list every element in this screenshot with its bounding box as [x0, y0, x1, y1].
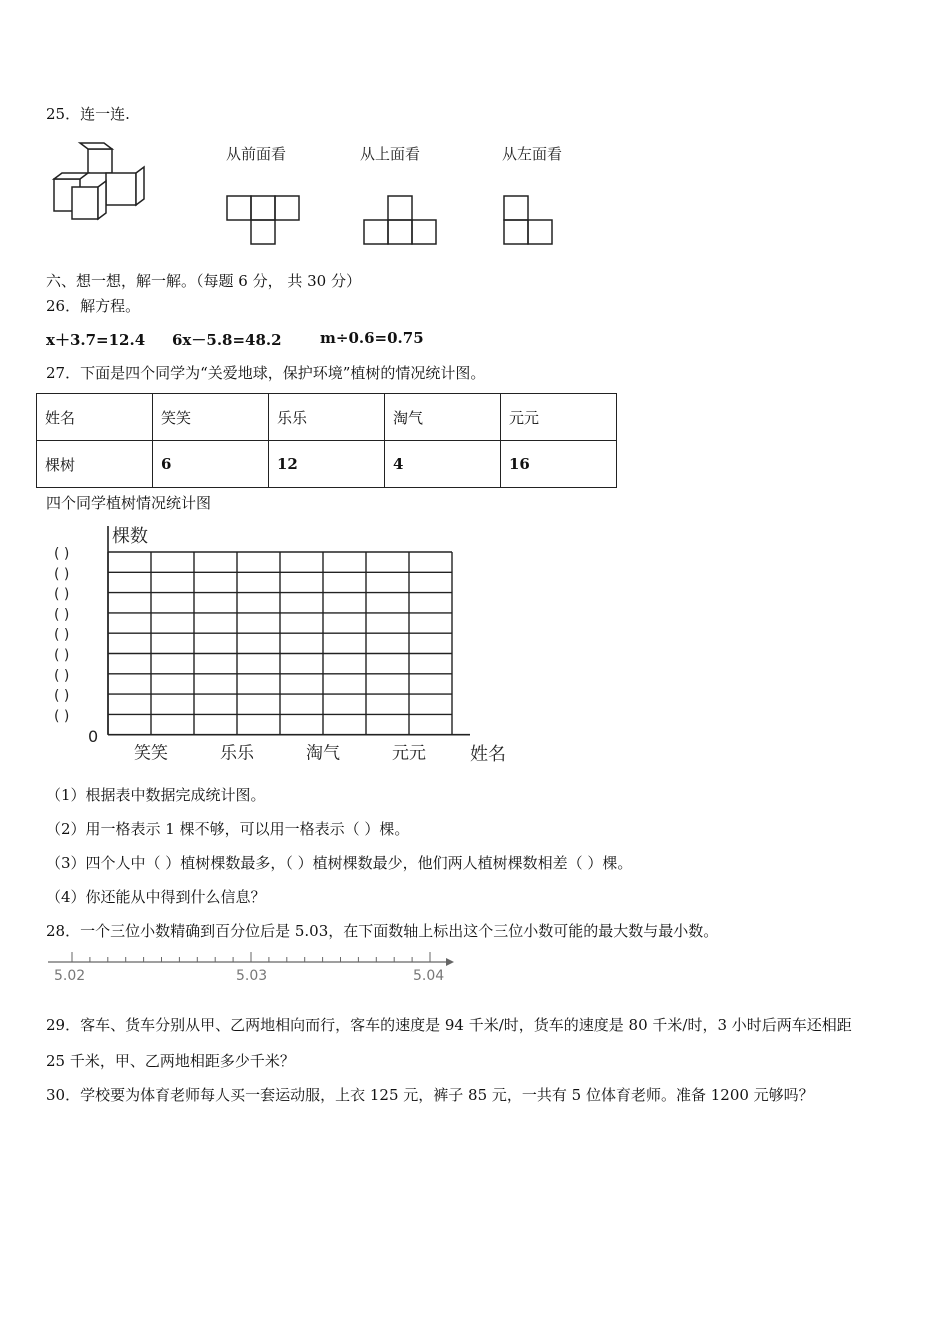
chart-origin-label: 0 [88, 727, 99, 746]
number-line [46, 948, 456, 988]
table-header-cell: 乐乐 [269, 394, 385, 441]
table-cell: 6 [153, 441, 269, 488]
x-tick-label: 元元 [392, 743, 426, 764]
view-label-front: 从前面看 [226, 145, 287, 163]
y-tick-placeholder: ( ) [54, 647, 70, 664]
axis-label-5-04: 5.04 [413, 968, 445, 984]
tree-planting-table [36, 393, 617, 488]
q27-title: 27．下面是四个同学为“关爱地球，保护环境”植树的情况统计图。 [46, 364, 486, 382]
q28-title: 28．一个三位小数精确到百分位后是 5.03，在下面数轴上标出这个三位小数可能的最大数与最小数。 [46, 922, 719, 940]
q25-title: 25．连一连. [46, 105, 130, 123]
chart-y-axis-label: 棵数 [112, 526, 148, 547]
q27-sub-2: （2）用一格表示 1 棵不够，可以用一格表示（ ）棵。 [46, 820, 410, 838]
x-tick-label: 笑笑 [134, 743, 168, 764]
table-cell: 棵树 [37, 441, 153, 488]
table-cell: 12 [269, 441, 385, 488]
q26-title: 26．解方程。 [46, 297, 141, 315]
equation-2: 6x－5.8=48.2 [172, 331, 282, 349]
section-6-heading: 六、想一想，解一解。（每题 6 分， 共 30 分） [46, 272, 361, 290]
equation-1: x＋3.7=12.4 [46, 331, 146, 349]
y-tick-placeholder: ( ) [54, 627, 70, 644]
x-tick-label: 淘气 [306, 743, 340, 764]
view-figure-top [363, 195, 439, 247]
table-header-cell: 淘气 [385, 394, 501, 441]
y-tick-placeholder: ( ) [54, 667, 70, 684]
bar-chart-grid [40, 522, 520, 772]
chart-x-axis-label: 姓名 [470, 744, 506, 765]
view-label-top: 从上面看 [360, 145, 421, 163]
q27-sub-4: （4）你还能从中得到什么信息？ [46, 888, 266, 906]
view-figure-front [226, 195, 302, 247]
axis-label-5-03: 5.03 [236, 968, 268, 984]
y-tick-placeholder: ( ) [54, 546, 70, 562]
table-header-cell: 姓名 [37, 394, 153, 441]
view-label-left: 从左面看 [502, 145, 563, 163]
equation-3: m÷0.6=0.75 [320, 329, 424, 347]
x-tick-label: 乐乐 [220, 743, 254, 764]
q27-sub-1: （1）根据表中数据完成统计图。 [46, 786, 266, 804]
y-tick-placeholder: ( ) [54, 688, 70, 705]
table-cell: 16 [501, 441, 617, 488]
y-tick-placeholder: ( ) [54, 606, 70, 623]
q29-line-2: 25 千米，甲、乙两地相距多少千米？ [46, 1052, 295, 1070]
y-tick-placeholder: ( ) [54, 708, 70, 725]
chart-title: 四个同学植树情况统计图 [46, 494, 212, 512]
table-header-cell: 笑笑 [153, 394, 269, 441]
table-row [37, 441, 617, 488]
q27-sub-3: （3）四个人中（ ）植树棵数最多，（ ）植树棵数最少，他们两人植树棵数相差（ ）棵。 [46, 854, 633, 872]
view-figure-left [503, 195, 555, 247]
y-tick-placeholder: ( ) [54, 586, 70, 603]
axis-label-5-02: 5.02 [54, 968, 86, 984]
table-cell: 4 [385, 441, 501, 488]
y-tick-placeholder: ( ) [54, 566, 70, 583]
table-header-row [37, 394, 617, 441]
q29-line-1: 29．客车、货车分别从甲、乙两地相向而行，客车的速度是 94 千米/时，货车的速度是 80 千米/时，3 小时后两车还相距 [46, 1016, 852, 1034]
cube-stack-figure [50, 143, 150, 223]
table-header-cell: 元元 [501, 394, 617, 441]
arrow-icon [446, 958, 454, 966]
q30-title: 30．学校要为体育老师每人买一套运动服，上衣 125 元，裤子 85 元，一共有 5 位体育老师。准备 1200 元够吗？ [46, 1086, 814, 1104]
